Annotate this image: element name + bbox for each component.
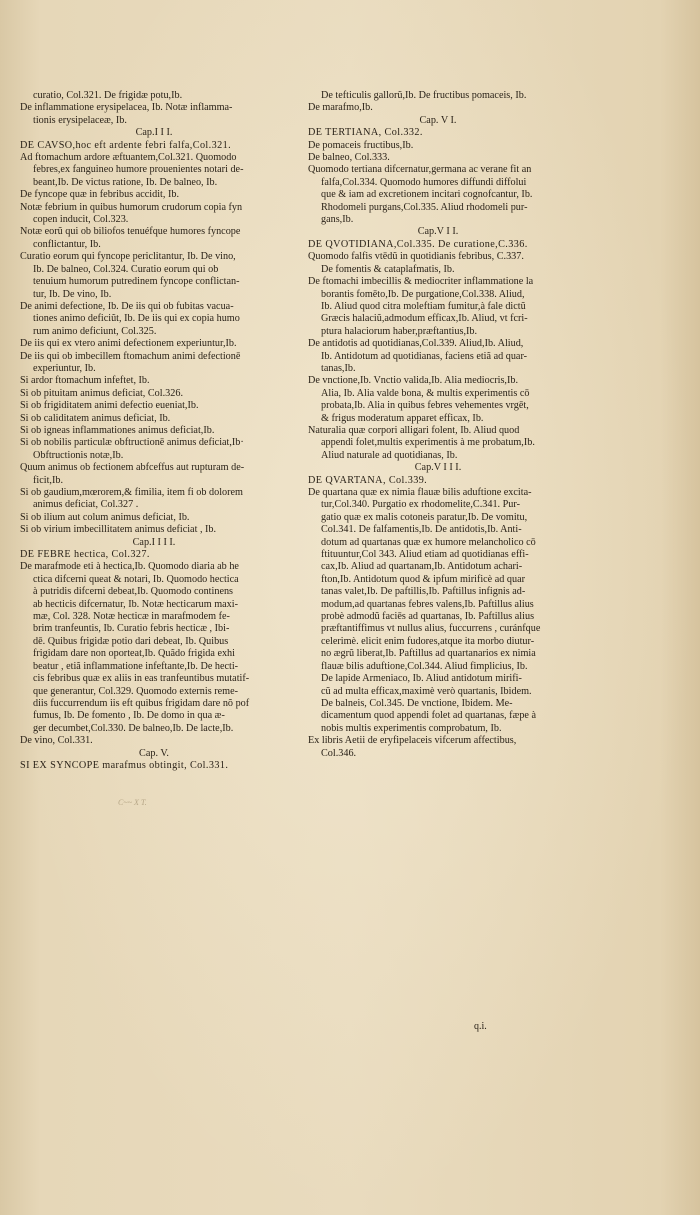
index-line: & frigus moderatum apparet efficax, Ib.	[321, 412, 484, 424]
chapter-heading: Cap.I I I.	[135, 127, 173, 139]
index-line: gatio quæ ex malis cotoneis paratur,Ib. De vomitu,	[321, 511, 528, 523]
index-line: tanas,Ib.	[321, 362, 356, 374]
index-line: De ftomachi imbecillis & mediocriter inflammatione la	[308, 276, 534, 288]
index-line: De pomaceis fructibus,Ib.	[308, 139, 414, 151]
index-line: curatio, Col.321. De frigidæ potu,Ib.	[33, 90, 183, 101]
index-line: modum,ad quartanas febres valens,Ib. Paftillus alius	[321, 598, 534, 610]
index-line: Col.341. De falfamentis,Ib. De antidotis,Ib. Anti-	[321, 524, 522, 536]
index-line: Si ob caliditatem animus deficiat, Ib.	[20, 412, 171, 424]
index-line: fton,Ib. Antidotum quod & ipfum mirificè ad quar	[321, 573, 525, 585]
index-line: Ib. Aliud quod citra moleftiam fumitur,à fale dictũ	[321, 300, 526, 312]
section-heading: SI EX SYNCOPE marafmus obtingit, Col.331.	[20, 759, 229, 771]
index-line: Si ob igneas inflammationes animus deficiat,Ib.	[20, 424, 215, 436]
index-line: Si ob gaudium,mœrorem,& fimilia, item fi ob dolorem	[20, 487, 243, 498]
index-line: Si ob ilium aut colum animus deficiat, Ib.	[20, 511, 190, 523]
index-line: De iis qui ob imbecillem ftomachum animi defectionē	[20, 350, 241, 362]
index-line: appendi folet,multis experimentis à me probatum,Ib.	[321, 437, 535, 449]
index-line: probè admodũ faciēs ad quartanas, Ib. Paftillus alius	[321, 611, 535, 623]
index-line: tiones animo deficiũt, Ib. De iis qui ex copia humo	[33, 313, 240, 325]
index-line: Notæ eorũ qui ob biliofos tenuéfque humores fyncope	[20, 226, 241, 238]
index-line: beatur , etiã inflammatione infeftante,Ib. De hecti-	[33, 660, 239, 672]
index-line: dicamentum quod appendi folet ad quartanas, fæpe à	[321, 710, 536, 722]
right-column	[308, 90, 568, 760]
index-line: Si ob virium imbecillitatem animus deficiat , Ib.	[20, 524, 217, 536]
index-line: De iis qui ex vtero animi defectionem experiuntur,Ib.	[20, 338, 237, 350]
index-line: que & iam ad excretionem incitari cognofcantur, Ib.	[321, 189, 533, 201]
index-line: Si ardor ftomachum infeftet, Ib.	[20, 375, 150, 387]
index-line: conflictantur, Ib.	[33, 238, 101, 250]
index-line: flauæ bilis aduftione,Col.344. Aliud fimplicius, Ib.	[321, 660, 528, 672]
index-line: experiuntur, Ib.	[33, 362, 96, 374]
index-line: De antidotis ad quotidianas,Col.339. Aliud,Ib. Aliud,	[308, 338, 524, 350]
index-line: Obftructionis notæ,Ib.	[33, 449, 124, 461]
index-line: De lapide Armeniaco, Ib. Aliud antidotum mirifi-	[321, 673, 522, 685]
index-line: cis febribus quæ ex aliis in eas tranfeuntibus mutatif-	[33, 673, 250, 685]
index-line: beant,Ib. De victus ratione, Ib. De balneo, Ib.	[33, 176, 218, 188]
index-line: dotum ad quartanas quæ ex humore melancholico cō	[321, 536, 536, 548]
index-line: no ægrũ liberat,Ib. Paftillus ad quartanarios ex nimia	[321, 648, 536, 660]
index-line: Si ob nobilis particulæ obftructionē animus deficiat,Ib·	[20, 437, 244, 449]
index-line: tionis erysipelaceæ, Ib.	[33, 114, 127, 126]
index-line: brim tranfeuntis, Ib. Curatio febris hecticæ , Ibi-	[33, 623, 230, 635]
index-line: ab hecticis difcernatur, Ib. Notæ hecticarum maxi-	[33, 598, 238, 610]
index-line: tur,Col.340. Purgatio ex rhodomelite,C.341. Pur-	[321, 499, 520, 511]
index-line: Quomodo falfis vtēdũ in quotidianis febribus, C.337.	[308, 251, 524, 263]
index-line: cax,Ib. Aliud ad quartanam,Ib. Antidotum achari-	[321, 561, 523, 573]
index-line: De balneo, Col.333.	[308, 152, 390, 164]
index-line: De tefticulis gallorũ,Ib. De fructibus pomaceis, Ib.	[321, 90, 527, 101]
section-heading: DE TERTIANA, Col.332.	[308, 127, 423, 139]
index-line: borantis fomēto,Ib. De purgatione,Col.338. Aliud,	[321, 288, 525, 300]
signature-mark: q.i.	[474, 1021, 487, 1032]
section-heading: DE CAVSO,hoc eft ardente febri falfa,Col.321.	[20, 139, 232, 151]
index-line: mæ, Col. 328. Notæ hecticæ in marafmodem fe-	[33, 611, 230, 623]
index-line: De animi defectione, Ib. De iis qui ob fubitas vacua-	[20, 300, 234, 312]
index-line: De fomentis & cataplafmatis, Ib.	[321, 263, 455, 275]
left-column	[20, 90, 288, 772]
section-heading: DE QVARTANA, Col.339.	[308, 474, 428, 486]
index-line: falfa,Col.334. Quomodo humores diffundi diffolui	[321, 176, 527, 188]
faint-marginal-mark: C~~ X T.	[118, 798, 147, 807]
index-line: Quomodo tertiana difcernatur,germana ac verane fit an	[308, 164, 532, 176]
index-line: Quum animus ob fectionem abfceffus aut rupturam de-	[20, 462, 245, 474]
index-line: à putridis difcerni debeat,Ib. Quomodo continens	[33, 586, 234, 598]
index-line: ficit,Ib.	[33, 474, 63, 486]
index-line: ptura halaciorum haber,præftantius,Ib.	[321, 325, 478, 337]
index-line: ctica difcerni queat & notari, Ib. Quomodo hectica	[33, 573, 239, 585]
index-line: De marafmode eti à hectica,Ib. Quomodo diaria ab he	[20, 561, 239, 573]
index-line: De quartana quæ ex nimia flauæ bilis aduftione excita-	[308, 487, 532, 498]
index-line: tanas valet,Ib. De paftillis,Ib. Paftillus infignis ad-	[321, 586, 526, 598]
index-line: probata,Ib. Alia in quibus febres vehementes vrgēt,	[321, 400, 529, 412]
index-line: De inflammatione erysipelacea, Ib. Notæ inflamma-	[20, 102, 233, 114]
index-line: Rhodomeli purgans,Col.335. Aliud rhodomeli pur-	[321, 201, 528, 213]
index-line: Curatio eorum qui fyncope periclitantur, Ib. De vino,	[20, 251, 236, 263]
index-line: Ib. De balneo, Col.324. Curatio eorum qui ob	[33, 263, 219, 275]
index-line: De balneis, Col.345. De vnctione, Ibidem. Me-	[321, 697, 513, 709]
chapter-heading: Cap. V I.	[419, 114, 457, 126]
index-line: Græcis halaciũ,admodum efficax,Ib. Aliud, vt fcri-	[321, 313, 528, 325]
index-line: fumus, Ib. De fomento , Ib. De domo in qua æ-	[33, 710, 225, 722]
index-line: gans,Ib.	[321, 214, 354, 226]
index-line: præftantiffimus vt nullus alius, fuccurrens , curánfque	[321, 623, 541, 635]
index-line: Si ob pituitam animus deficiat, Col.326.	[20, 387, 183, 399]
index-line: que generantur, Col.329. Quomodo externis reme-	[33, 685, 238, 697]
chapter-heading: Cap.I I I I.	[132, 536, 176, 548]
chapter-heading: Cap.V I I I.	[414, 462, 462, 474]
index-line: tenuium humorum putredinem fyncope conflictan-	[33, 276, 240, 288]
index-line: febres,ex fanguineo humore prouenientes notari de-	[33, 164, 244, 176]
index-line: ftituuntur,Col 343. Aliud etiam ad quotidianas effi-	[321, 549, 529, 561]
index-line: diis fuccurrendum iis eft quibus frigidam dare nõ pof	[33, 697, 250, 709]
index-line: Aliud naturale ad quotidianas, Ib.	[321, 449, 458, 461]
index-line: De vnctione,Ib. Vnctio valida,Ib. Alia mediocris,Ib.	[308, 375, 519, 387]
index-line: celerimè. elicit enim fudores,atque ita morbo diutur-	[321, 635, 535, 647]
index-line: Col.346.	[321, 747, 357, 759]
index-line: dē. Quibus frigidæ potio dari debeat, Ib. Quibus	[33, 635, 229, 647]
section-heading: DE FEBRE hectica, Col.327.	[20, 549, 150, 561]
index-line: rum animo deficiunt, Col.325.	[33, 325, 157, 337]
index-line: Alia, Ib. Alia valde bona, & multis experimentis cō	[321, 387, 530, 399]
index-line: De vino, Col.331.	[20, 735, 93, 747]
index-line: De fyncope quæ in febribus accidit, Ib.	[20, 189, 179, 201]
index-line: cũ ad multa efficax,maximè verò quartanis, Ibidem.	[321, 685, 532, 697]
index-line: Ib. Antidotum ad quotidianas, faciens etiã ad quar-	[321, 350, 528, 362]
chapter-heading: Cap. V.	[139, 747, 169, 759]
index-line: copen inducit, Col.323.	[33, 214, 129, 226]
chapter-heading: Cap.V I I.	[417, 226, 459, 238]
index-line: De marafmo,Ib.	[308, 102, 373, 114]
index-line: nobis multis experimentis comprobatum, Ib.	[321, 722, 502, 734]
section-heading: DE QVOTIDIANA,Col.335. De curatione,C.336.	[308, 238, 528, 250]
index-line: animus deficiat, Col.327 .	[33, 499, 139, 511]
index-line: Ex libris Aetii de eryfipelaceis vifcerum affectibus,	[308, 735, 517, 747]
index-line: Si ob frigiditatem animi defectio eueniat,Ib.	[20, 400, 199, 412]
index-line: tur, Ib. De vino, Ib.	[33, 288, 112, 300]
index-line: frigidam dare non oporteat,Ib. Quãdo frigida exhi	[33, 648, 235, 660]
index-line: Notæ febrium in quibus humorum crudorum copia fyn	[20, 201, 243, 213]
index-line: ger decumbet,Col.330. De balneo,Ib. De lacte,Ib.	[33, 722, 234, 734]
index-line: Ad ftomachum ardore æftuantem,Col.321. Quomodo	[20, 152, 237, 164]
index-line: Naturalia quæ corpori alligari folent, Ib. Aliud quod	[308, 424, 520, 436]
